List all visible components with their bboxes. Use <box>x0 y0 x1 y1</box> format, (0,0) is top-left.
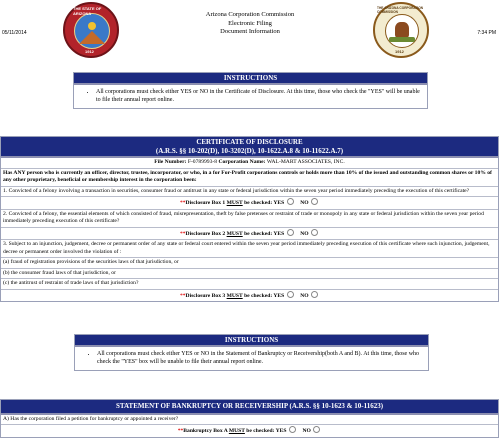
boxa-yes-radio[interactable] <box>289 426 296 433</box>
box1-yes-radio[interactable] <box>287 198 294 205</box>
corporation-name: WAL-MART ASSOCIATES, INC. <box>266 159 345 165</box>
instructions-box <box>73 72 428 109</box>
file-info-row: File Number: F-0789993-8 Corporation Name: WAL-MART ASSOCIATES, INC. <box>1 158 498 169</box>
question-3c: (c) the antitrust of restraint of trade laws of that jurisdiction? <box>1 279 498 290</box>
disclosure-box-2: **Disclosure Box 2 MUST be checked: YES NO <box>1 228 498 241</box>
disclosure-question: Has ANY person who is currently an officer, director, trustee, incorporator, or who, in a for For-Profit corporations controls or holds more than 10% of the issued and outstanding common shares or 10% of any other proprietary, beneficial or membership interest in the corporation been: <box>1 169 498 187</box>
page-header <box>0 0 500 62</box>
boxa-no-radio[interactable] <box>313 426 320 433</box>
question-1: 1. Convicted of a felony involving a transaction in securities, consumer fraud or antitrust in any state or federal jurisdiction within the seven year period immediately preceding the execution of this certificate? <box>1 187 498 198</box>
file-number: F-0789993-8 <box>187 159 218 165</box>
instructions-box-2 <box>74 334 429 371</box>
disclosure-heading: CERTIFICATE OF DISCLOSURE (A.R.S. §§ 10-202(D), 10-3202(D), 10-1622.A.8 & 10-11622.A.7) <box>1 137 498 158</box>
instructions-text-2: • All corporations must check either YES or NO in the Statement of Bankruptcy or Receivership(both A and B). At this time, those who check the "YES" box will be unable to file their annual report online. <box>97 350 422 366</box>
certificate-of-disclosure <box>0 136 499 302</box>
bankruptcy-heading: STATEMENT OF BANKRUPTCY OR RECEIVERSHIP (A.R.S. §§ 10-1623 & 10-11623) <box>1 400 498 415</box>
disclosure-box-1: **Disclosure Box 1 MUST be checked: YES NO <box>1 197 498 210</box>
arizona-state-seal-icon: THE STATE OF ARIZONA 1912 <box>63 2 119 58</box>
box3-yes-radio[interactable] <box>287 291 294 298</box>
date-text: 05/11/2014 <box>2 30 27 36</box>
box3-no-radio[interactable] <box>311 291 318 298</box>
disclosure-box-3: **Disclosure Box 3 MUST be checked: YES NO <box>1 290 498 302</box>
question-a: A) Has the corporation filed a petition for bankruptcy or appointed a receiver? <box>1 415 498 426</box>
box2-yes-radio[interactable] <box>287 229 294 236</box>
instructions-heading-2: INSTRUCTIONS <box>75 335 428 347</box>
box2-no-radio[interactable] <box>311 229 318 236</box>
question-2: 2. Convicted of a felony, the essential elements of which consisted of fraud, misrepresentation, theft by false pretenses or restraint of trade or monopoly in any state or federal jurisdiction within the seven year period immediately preceding execution of this certificate? <box>1 210 498 228</box>
instructions-heading: INSTRUCTIONS <box>74 73 427 85</box>
corporation-commission-seal-icon: THE ARIZONA CORPORATION COMMISSION 1912 <box>373 2 429 58</box>
statement-of-bankruptcy <box>0 399 499 438</box>
box1-no-radio[interactable] <box>311 198 318 205</box>
time-text: 7:34 PM <box>477 30 496 36</box>
question-3a: (a) fraud of registration provisions of the securities laws of that jurisdiction, or <box>1 258 498 269</box>
question-3: 3. Subject to an injunction, judgement, decree or permanent order of any state or federal court entered within the seven year period immediately preceding execution of this certificate where such injunction, judgement, decree or permanent order involved the violation of : <box>1 240 498 258</box>
question-3b: (b) the consumer fraud laws of that jurisdiction, or <box>1 269 498 280</box>
bankruptcy-box-a: **Bankruptcy Box A MUST be checked: YES NO <box>1 425 498 437</box>
page-title: Arizona Corporation Commission Electronic Filing Document Information <box>205 11 295 35</box>
instructions-text: • All corporations must check either YES or NO in the Certificate of Disclosure. At this time, those who check the "YES" will be unable to file their annual report online. <box>96 88 421 104</box>
